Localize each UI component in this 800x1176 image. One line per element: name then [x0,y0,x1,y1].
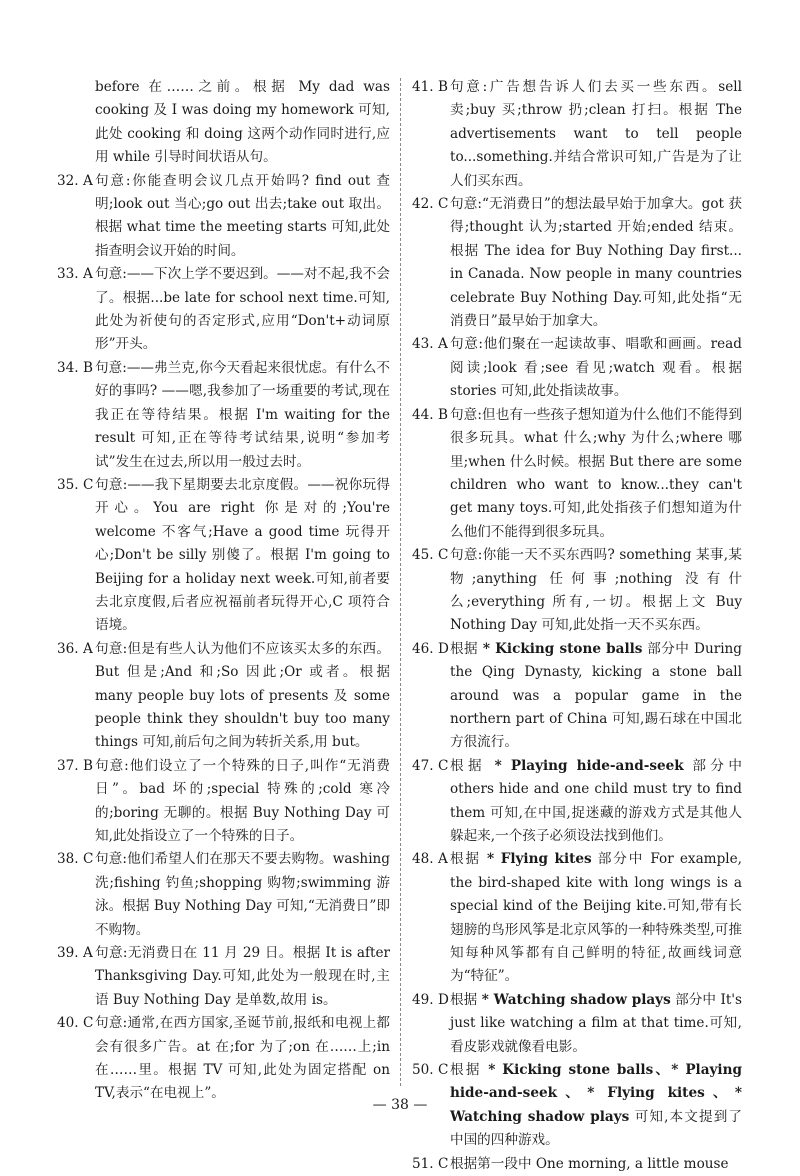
answer-explanation: 句意:他们设立了一个特殊的日子,叫作“无消费日”。bad 坏的;special 特殊的;cold 寒冷的;boring 无聊的。根据 Buy Nothing Day 可知,此处指设立了一个特殊的日子。 [95,757,390,844]
explanation-text-cont: 部分中 It's just like watching a film at that time.可知,看皮影戏就像看电影。 [450,991,743,1055]
answer-item [412,333,742,403]
answer-item [412,848,742,988]
answer-number: 37. B [57,757,93,774]
answer-number: 32. A [57,172,93,189]
answer-item [412,193,742,333]
answer-explanation [450,76,742,193]
answer-item [57,474,390,638]
page-number: — 38 — [372,1097,428,1113]
answer-number: 42. C [412,196,449,213]
explanation-text-cont: 部分中 For example, the bird-shaped kite with long wings is a special kind of the Beijing kite.可知,带有长翅膀的鸟形风筝是北京风筝的一种特殊类型,可推知每种风筝都有自己鲜明的特征,故画线词意为“特征”。 [450,851,742,985]
continuation-paragraph: before 在……之前。根据 My dad was cooking 及 I was doing my homework 可知,此处 cooking 和 doing 这两个动作同时进行,应用 while 引导时间状语从句。 [95,79,390,166]
answer-explanation: 句意:——我下星期要去北京度假。——祝你玩得开心。You are right 你是对的;You're welcome 不客气;Have a good time 玩得开心;Don't be silly 别傻了。根据 I'm going to Beijing for a holiday next week.可知,前者要去北京度假,后者应祝福前者玩得开心,C 项符合语境。 [95,476,390,634]
column-divider [400,78,401,1086]
answer-item [57,357,390,474]
answer-explanation: 句意:无消费日在 11 月 29 日。根据 It is after Thanksgiving Day.可知,此处为一般现在时,主语 Buy Nothing Day 是单数,故用 is。 [95,945,390,1008]
explanation-text-cont: 部分中 others hide and one child must try to find them 可知,在中国,捉迷藏的游戏方式是其他人躲起来,一个孩子必须设法找到他们。 [450,757,742,844]
answer-item [57,263,390,357]
section-reference: * Watching shadow plays [481,991,671,1008]
explanation-text: 根据 [450,757,495,774]
explanation-text: 句意:广告想告诉人们去买一些东西。sell 卖;buy 买;throw 扔;clean 打扫。根据 The advertisements want to tell people to...something.并结合常识可知,广告是为了让人们买东西。 [450,79,742,189]
explanation-text-cont: 可知,本文提到了中国的四种游戏。 [450,1108,742,1149]
answer-number: 50. C [412,1062,449,1079]
answer-number: 49. D [412,991,449,1008]
explanation-text: 根据 [450,1062,489,1079]
explanation-text: 根据第一段中 One morning, a little mouse [450,1155,729,1172]
answer-item [412,638,742,755]
section-reference: * Kicking stone balls [482,640,643,657]
answer-number: 40. C [57,1015,94,1032]
answer-explanation [450,848,742,988]
answer-number: 41. B [412,79,448,95]
answer-number: 39. A [57,945,93,962]
answer-item [412,76,742,193]
left-column [57,76,390,1106]
answer-number: 44. B [412,406,448,423]
section-reference: * Kicking stone balls、* Playing hide-and-seek、* Flying kites、* Watching shadow plays [450,1062,742,1125]
answer-explanation: 句意:——下次上学不要迟到。——对不起,我不会了。根据...be late for school next time.可知,此处为祈使句的否定形式,应用“Don't+动词原形”开头。 [95,266,390,353]
answer-item [57,848,390,942]
answer-item [57,1012,390,1106]
answer-explanation: 句意:他们希望人们在那天不要去购物。washing 洗;fishing 钓鱼;shopping 购物;swimming 游泳。根据 Buy Nothing Day 可知,“无消费日”即不购物。 [95,851,390,938]
answer-number: 51. C [412,1155,449,1172]
explanation-text: 句意:他们聚在一起读故事、唱歌和画画。read 阅读;look 看;see 看见;watch 观看。根据 stories 可知,此处指读故事。 [450,336,742,400]
answer-item [412,755,742,849]
answer-number: 47. C [412,757,449,774]
answer-number: 34. B [57,359,93,376]
answer-item [412,989,742,1059]
answer-number: 38. C [57,851,94,868]
answer-item [412,404,742,544]
answer-item [412,1153,742,1176]
explanation-text: 根据 [450,640,483,657]
answer-explanation [450,404,742,544]
right-answer-list [412,76,742,1176]
explanation-text: 句意:“无消费日”的想法最早始于加拿大。got 获得;thought 认为;started 开始;ended 结束。根据 The idea for Buy Nothing Day first... in Canada. Now people in many countries celebrate Buy Nothing Day.可知,此处指“无消费日”最早始于加拿大。 [450,196,742,330]
answer-explanation [450,989,742,1059]
answer-explanation [450,755,742,849]
answer-explanation: 句意:但是有些人认为他们不应该买太多的东西。But 但是;And 和;So 因此;Or 或者。根据 many people buy lots of presents 及 some people think they shouldn't buy too many things 可知,前后句之间为转折关系,用 but。 [95,640,390,751]
explanation-text: 句意:你能一天不买东西吗? something 某事,某物;anything 任何事;nothing 没有什么;everything 所有,一切。根据上文 Buy Nothing Day 可知,此处指一天不买东西。 [450,547,742,634]
answer-explanation [450,1153,742,1176]
answer-number: 48. A [412,851,448,868]
answer-item [57,942,390,1012]
section-reference: * Playing hide-and-seek [494,757,684,774]
answer-item [57,755,390,849]
answer-explanation: 句意:——弗兰克,你今天看起来很忧虑。有什么不好的事吗? ——嗯,我参加了一场重要的考试,现在我正在等待结果。根据 I'm waiting for the result 可知,正在等待考试结果,说明“参加考试”发生在过去,所以用一般过去时。 [95,359,390,470]
explanation-text: 句意:但也有一些孩子想知道为什么他们不能得到很多玩具。what 什么;why 为什么;where 哪里;when 什么时候。根据 But there are some children who want to know...they can't get many toys.可知,此处指孩子们想知道为什么他们不能得到很多玩具。 [450,406,742,540]
answer-number: 46. D [412,640,449,657]
left-answer-list [57,170,390,1106]
answer-explanation [450,193,742,333]
answer-number: 33. A [57,266,93,283]
explanation-text-cont: 部分中 During the Qing Dynasty, kicking a stone ball around was a popular game in the northern part of China 可知,踢石球在中国北方很流行。 [450,640,743,751]
answer-number: 36. A [57,640,93,657]
right-column [412,76,742,1176]
answer-explanation [450,638,742,755]
explanation-text: 根据 [450,851,488,868]
answer-explanation [450,333,742,403]
answer-item [57,170,390,264]
answer-item [57,638,390,755]
answer-number: 35. C [57,476,94,493]
section-reference: * Flying kites [487,851,592,868]
answer-explanation: 句意:通常,在西方国家,圣诞节前,报纸和电视上都会有很多广告。at 在;for 为了;on 在……上;in 在……里。根据 TV 可知,此处为固定搭配 on TV,表示“在电视上”。 [95,1015,390,1102]
answer-number: 43. A [412,336,448,353]
answer-item [412,544,742,638]
explanation-text: 根据 [450,991,482,1008]
answer-explanation [450,544,742,638]
answer-number: 45. C [412,547,449,564]
answer-explanation: 句意:你能查明会议几点开始吗? find out 查明;look out 当心;go out 出去;take out 取出。根据 what time the meeting starts 可知,此处指查明会议开始的时间。 [95,172,390,259]
